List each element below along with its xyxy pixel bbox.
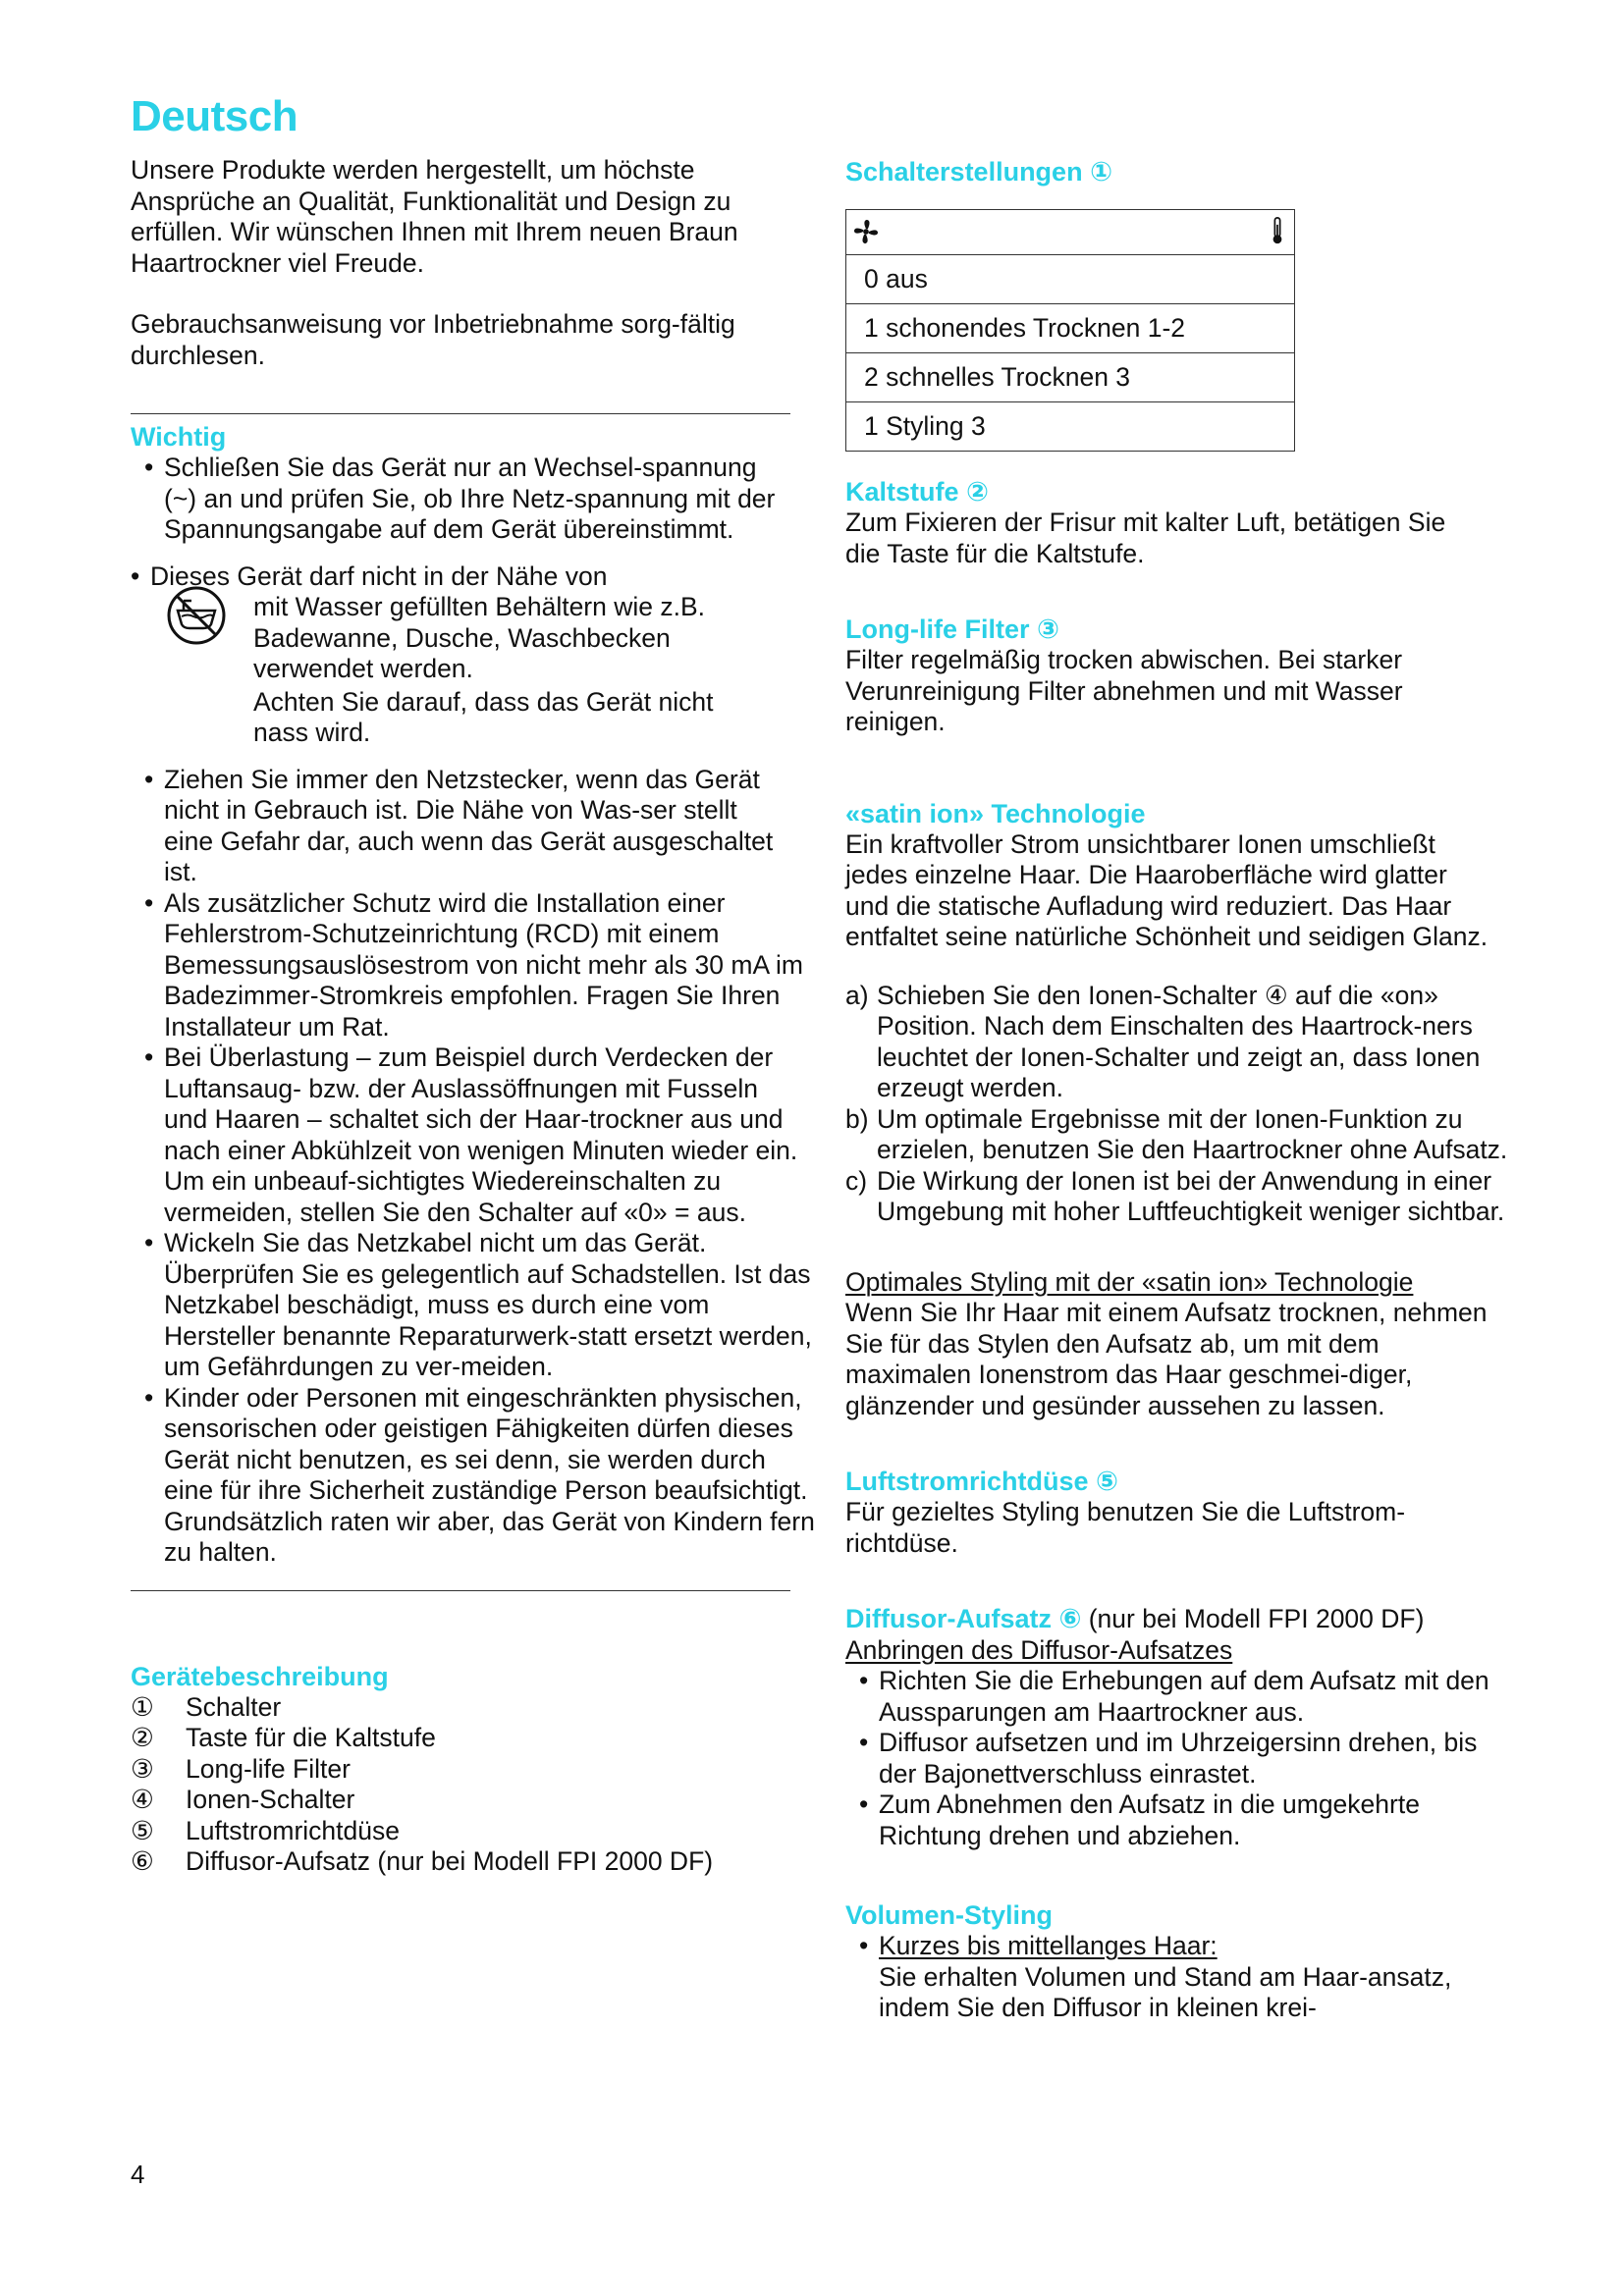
list-item: • Wickeln Sie das Netzkabel nicht um das Gerät. Überprüfen Sie es gelegentlich auf Schadstellen. Ist das Netzkabel beschädigt, muss es durch eine vom Hersteller benannte Reparaturwerk-statt ersetzt werden, um Gefährdungen zu ver-meiden. [144, 1228, 812, 1381]
water-warning: • Dieses Gerät darf nicht in der Nähe von mit Wasser gefüllten Behältern wie z.B. Badewanne, Dusche, Waschbecken verwendet werden. Achten Sie darauf, dass das Gerät nicht nass wird. [131, 561, 796, 749]
kaltstufe-heading: Kaltstufe ② [845, 477, 989, 507]
thermometer-icon [1271, 215, 1284, 246]
list-item: ③ Long-life Filter [131, 1753, 351, 1784]
duese-text: Für gezieltes Styling benutzen Sie die Luftstrom-richtdüse. [845, 1497, 1406, 1558]
list-item: • Richten Sie die Erhebungen auf dem Aufsatz mit den Aussparungen am Haartrockner aus. [859, 1666, 1489, 1727]
list-item: ⑤ Luftstromrichtdüse [131, 1815, 400, 1845]
right-column [845, 157, 1533, 2024]
filter-heading: Long-life Filter ③ [845, 614, 1059, 644]
list-item: c) Die Wirkung der Ionen ist bei der Anwendung in einer Umgebung mit hoher Luftfeuchtigkeit weniger sichtbar. [845, 1165, 1505, 1226]
diffusor-subheading: Anbringen des Diffusor-Aufsatzes [845, 1634, 1233, 1665]
divider [131, 413, 790, 414]
page-number: 4 [131, 2160, 145, 2189]
intro-paragraph: Unsere Produkte werden hergestellt, um höchste Ansprüche an Qualität, Funktionalität und Design zu erfüllen. Wir wünschen Ihnen mit Ihrem neuen Braun Haartrockner viel Freude. [131, 155, 738, 278]
list-item: • Als zusätzlicher Schutz wird die Installation einer Fehlerstrom-Schutzeinrichtung (RCD) mit einem Bemessungsauslösestrom von nicht mehr als 30 mA im Badezimmer-Stromkreis empfohlen. Fragen Sie Ihren Installateur um Rat. [144, 887, 803, 1041]
satin-steps [845, 981, 1523, 1228]
list-item: ② Taste für die Kaltstufe [131, 1723, 436, 1752]
list-item: • Kinder oder Personen mit eingeschränkten physischen, sensorischen oder geistigen Fähigkeiten dürfen dieses Gerät nicht benutzen, es sei denn, sie werden durch eine für ihre Sicherheit zuständige Person beaufsichtigt. Grundsätzlich raten wir aber, das Gerät von Kindern fern zu halten. [144, 1382, 815, 1567]
diffusor-note: (nur bei Modell FPI 2000 DF) [1081, 1604, 1425, 1633]
list-item: • Bei Überlastung – zum Beispiel durch Verdecken der Luftansaug- bzw. der Auslassöffnungen mit Fusseln und Haaren – schaltet sich der Haar-trockner aus und nach einer Abkühlzeit von wenigen Minuten wieder ein. Um ein unbeauf-sichtigtes Wiedereinschalten zu vermeiden, stellen Sie den Schalter auf «0» = aus. [144, 1042, 798, 1227]
list-item: ① Schalter [131, 1691, 282, 1722]
fan-icon [852, 218, 880, 245]
list-item: ④ Ionen-Schalter [131, 1785, 355, 1814]
intro-note: Gebrauchsanweisung vor Inbetriebnahme sorg-fältig durchlesen. [131, 309, 735, 370]
geraete-heading: Gerätebeschreibung [131, 1661, 389, 1691]
warning-text-2: Achten Sie darauf, dass das Gerät nicht nass wird. [253, 686, 714, 747]
wichtig-heading: Wichtig [131, 422, 227, 452]
satin-heading: «satin ion» Technologie [845, 798, 1146, 828]
table-row: 2 schnelles Trocknen 3 [846, 352, 1294, 401]
table-row: 1 schonendes Trocknen 1-2 [846, 303, 1294, 352]
left-column [131, 155, 815, 1878]
diffusor-heading: Diffusor-Aufsatz ⑥ [845, 1604, 1082, 1633]
warning-lead: Dieses Gerät darf nicht in der Nähe von [150, 561, 608, 591]
table-header [846, 210, 1294, 254]
duese-heading: Luftstromrichtdüse ⑤ [845, 1467, 1118, 1496]
warning-text: mit Wasser gefüllten Behältern wie z.B. Badewanne, Dusche, Waschbecken verwendet werden. [253, 592, 706, 683]
geraete-list [131, 1692, 796, 1878]
list-item: • Schließen Sie das Gerät nur an Wechsel-spannung (~) an und prüfen Sie, ob Ihre Netz-spannung mit der Spannungsangabe auf dem Gerät übereinstimmt. [144, 453, 776, 544]
volumen-list [845, 1931, 1474, 2024]
optimal-heading: Optimales Styling mit der «satin ion» Technologie [845, 1266, 1414, 1297]
list-item: a) Schieben Sie den Ionen-Schalter ④ auf die «on» Position. Nach dem Einschalten des Haartrock-ners leuchtet der Ionen-Schalter und zeigt an, dass Ionen erzeugt werden. [845, 980, 1481, 1102]
filter-text: Filter regelmäßig trocken abwischen. Bei starker Verunreinigung Filter abnehmen und mit Wasser reinigen. [845, 645, 1403, 736]
no-water-bath-icon [166, 585, 227, 646]
wichtig-list-2 [131, 764, 815, 1569]
list-item: • Kurzes bis mittellanges Haar: Sie erhalten Volumen und Stand am Haar-ansatz, indem Sie den Diffusor in kleinen krei- [859, 1931, 1452, 2022]
kaltstufe-text: Zum Fixieren der Frisur mit kalter Luft, betätigen Sie die Taste für die Kaltstufe. [845, 507, 1446, 568]
list-item: • Ziehen Sie immer den Netzstecker, wenn das Gerät nicht in Gebrauch ist. Die Nähe von Was-ser stellt eine Gefahr dar, auch wenn das Gerät ausgeschaltet ist. [144, 764, 774, 886]
volumen-heading: Volumen-Styling [845, 1900, 1054, 1930]
list-item: • Diffusor aufsetzen und im Uhrzeigersinn drehen, bis der Bajonettverschluss einrastet. [859, 1728, 1478, 1789]
page-title: Deutsch [131, 92, 298, 140]
satin-text: Ein kraftvoller Strom unsichtbarer Ionen umschließt jedes einzelne Haar. Die Haaroberfläche wird glatter und die statische Aufladung wird reduziert. Das Haar entfaltet seine natürliche Schönheit und seidigen Glanz. [845, 828, 1489, 951]
list-item: • Zum Abnehmen den Aufsatz in die umgekehrte Richtung drehen und abziehen. [859, 1789, 1420, 1850]
diffusor-list [845, 1666, 1493, 1851]
list-item: ⑥ Diffusor-Aufsatz (nur bei Modell FPI 2000 DF) [131, 1846, 714, 1876]
optimal-text: Wenn Sie Ihr Haar mit einem Aufsatz trocknen, nehmen Sie für das Stylen den Aufsatz ab, um mit dem maximalen Ionenstrom das Haar geschmei-diger, glänzender und gesünder aussehen zu lassen. [845, 1298, 1488, 1420]
switch-table [845, 209, 1295, 452]
table-row: 0 aus [846, 254, 1294, 303]
table-row: 1 Styling 3 [846, 401, 1294, 451]
wichtig-list [131, 453, 796, 546]
list-item: b) Um optimale Ergebnisse mit der Ionen-Funktion zu erzielen, benutzen Sie den Haartrockner ohne Aufsatz. [845, 1103, 1508, 1164]
divider [131, 1590, 790, 1591]
schalter-heading: Schalterstellungen ① [845, 157, 1112, 187]
diffusor-heading-line [845, 1604, 1533, 1635]
